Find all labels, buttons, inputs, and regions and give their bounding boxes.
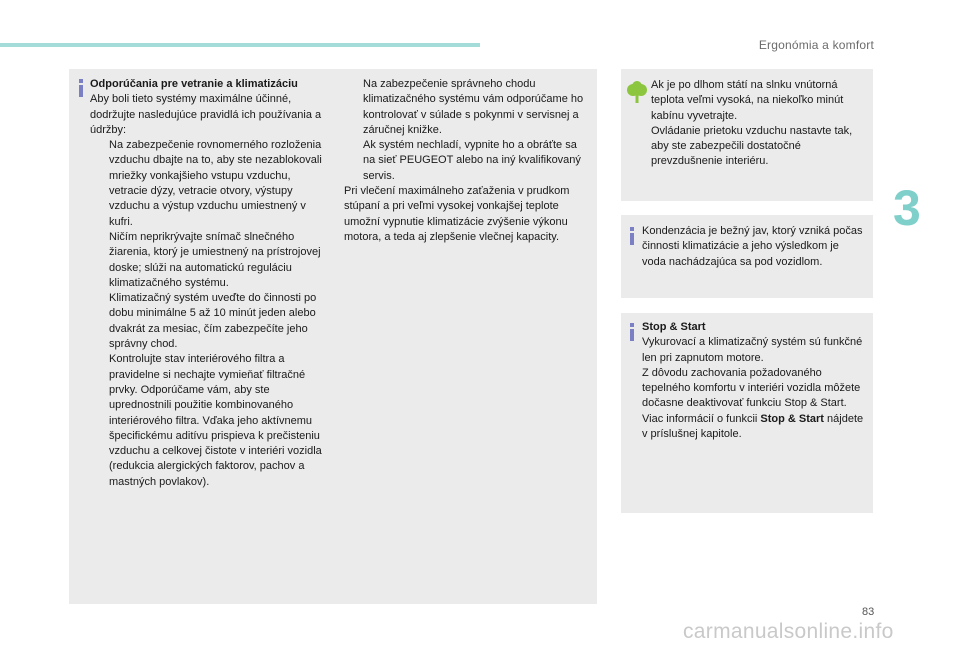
recommendations-intro: Aby boli tieto systémy maximálne účinné, dodržujte nasledujúce pravidlá ich používania a údržby: [90, 93, 322, 136]
recommendations-column [90, 77, 322, 490]
watermark: carmanualsonline.info [683, 620, 894, 643]
info-icon [74, 79, 88, 97]
list-item: Klimatizačný systém uveďte do činnosti po dobu minimálne 5 až 10 minút jeden alebo dvakrát za mesiac, čím zabezpečíte jeho správny chod. [109, 292, 317, 351]
eco-tree-icon [626, 81, 648, 103]
info-icon [625, 227, 639, 245]
list-item: Na zabezpečenie správneho chodu klimatizačného systému vám odporúčame ho kontrolovať v súlade s pokynmi v servisnej a záručnej knižke. [363, 78, 584, 136]
list-item: Na zabezpečenie rovnomerného rozloženia vzduchu dbajte na to, aby ste nezablokovali mriežky vonkajšieho vstupu vzduchu, vetracie dýzy, vetracie otvory, výstupy vzduchu a výstup vzduchu umiestnený v kufri. [109, 139, 322, 228]
eco-tip-text: Ak je po dlhom státí na slnku vnútorná teplota veľmi vysoká, na niekoľko minút kabínu vyvetrajte. Ovládanie prietoku vzduchu nastavte tak, aby ste zabezpečili dostatočné prevzdušnenie interiéru. [651, 79, 853, 168]
section-title: Ergonómia a komfort [758, 38, 874, 52]
stop-start-heading: Stop & Start [642, 321, 706, 333]
recommendations-heading: Odporúčania pre vetranie a klimatizáciu [90, 78, 298, 90]
stop-start-text: Stop & Start Vykurovací a klimatizačný systém sú funkčné len pri zapnutom motore. Z dôvodu zachovania požadovaného tepelného komfortu v interiéri vozidla môžete dočasne deaktivovať funkciu Stop & Start. Viac informácií o funkcii Stop & Start nájdete v príslušnej kapitole. [642, 320, 864, 442]
page-number: 83 [862, 606, 875, 618]
info-icon [625, 323, 639, 341]
chapter-number: 3 [893, 180, 921, 236]
maintenance-column [344, 77, 592, 245]
list-item: Kontrolujte stav interiérového filtra a pravidelne si nechajte vymieňať filtračné prvky. Odporúčame vám, aby ste uprednostnili použitie kombinovaného interiérového filtra. Vďaka jeho aktívnemu špecifickému aditívu prispieva k prečisteniu vzduchu a celkovej čistote v interiéri vozidla (redukcia alergických faktorov, pachov a mastných povlakov). [109, 353, 322, 488]
header-accent-bar [0, 43, 480, 47]
list-item: Ak systém nechladí, vypnite ho a obráťte sa na sieť PEUGEOT alebo na iný kvalifikovaný servis. [363, 139, 581, 182]
towing-paragraph: Pri vlečení maximálneho zaťaženia v prudkom stúpaní a pri veľmi vysokej vonkajšej teplote umožní vypnutie klimatizácie zvýšenie výkonu motora, a teda aj zlepšenie vlečnej kapacity. [344, 185, 570, 243]
condensation-text: Kondenzácia je bežný jav, ktorý vzniká počas činnosti klimatizácie a jeho výsledkom je voda nachádzajúca sa pod vozidlom. [642, 225, 863, 268]
stop-start-reference: Viac informácií o funkcii Stop & Start nájdete v príslušnej kapitole. [642, 412, 864, 441]
list-item: Ničím neprikrývajte snímač slnečného žiarenia, ktorý je umiestnený na prístrojovej doske; slúži na automatickú reguláciu klimatizačného systému. [109, 230, 321, 289]
